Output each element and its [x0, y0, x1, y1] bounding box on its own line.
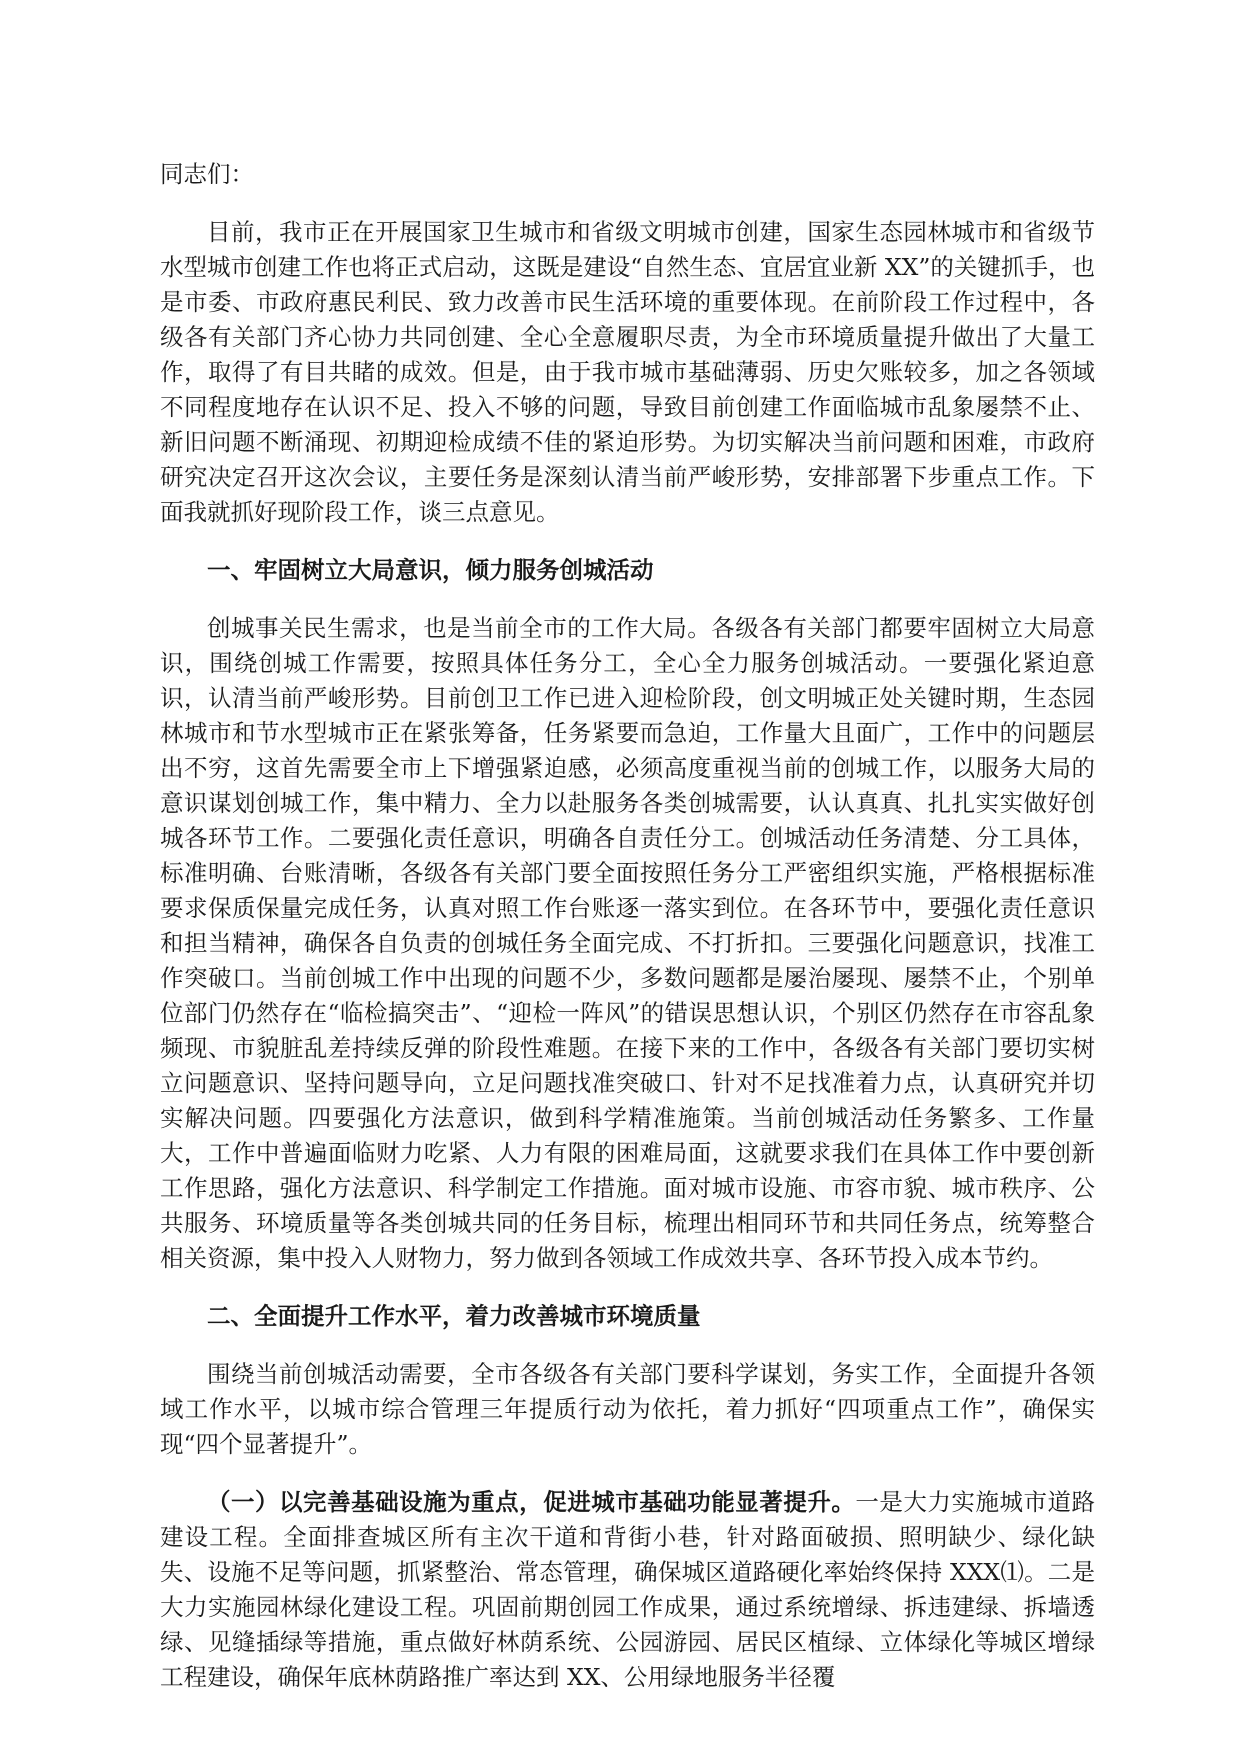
section-2-paragraph: 围绕当前创城活动需要，全市各级各有关部门要科学谋划，务实工作，全面提升各领域工作水平，以城市综合管理三年提质行动为依托，着力抓好“四项重点工作”，确保实现“四个显著提升”。 [160, 1360, 1095, 1458]
document-body [160, 157, 1095, 1695]
section-heading-1: 一、牢固树立大局意识，倾力服务创城活动 [207, 556, 654, 584]
subsection-1-paragraph [160, 1485, 1095, 1695]
intro-paragraph: 目前，我市正在开展国家卫生城市和省级文明城市创建，国家生态园林城市和省级节水型城市创建工作也将正式启动，这既是建设“自然生态、宜居宜业新 XX”的关键抓手，也是市委、市政府惠民利民、致力改善市民生活环境的重要体现。在前阶段工作过程中，各级各有关部门齐心协力共同创建、全心全意履职尽责，为全市环境质量提升做出了大量工作，取得了有目共睹的成效。但是，由于我市城市基础薄弱、历史欠账较多，加之各领域不同程度地存在认识不足、投入不够的问题，导致目前创建工作面临城市乱象屡禁不止、新旧问题不断涌现、初期迎检成绩不佳的紧迫形势。为切实解决当前问题和困难，市政府研究决定召开这次会议，主要任务是深刻认清当前严峻形势，安排部署下步重点工作。下面我就抓好现阶段工作，谈三点意见。 [160, 218, 1095, 526]
section-heading-2: 二、全面提升工作水平，着力改善城市环境质量 [207, 1302, 701, 1330]
greeting: 同志们： [160, 160, 254, 188]
subsection-1-body: 一是大力实施城市道路建设工程。全面排查城区所有主次干道和背街小巷，针对路面破损、照明缺少、绿化缺失、设施不足等问题，抓紧整治、常态管理，确保城区道路硬化率始终保持 XXX⑴。二是大力实施园林绿化建设工程。巩固前期创园工作成果，通过系统增绿、拆违建绿、拆墙透绿、见缝插绿等措施，重点做好林荫系统、公园游园、居民区植绿、立体绿化等城区增绿工程建设，确保年底林荫路推广率达到 XX、公用绿地服务半径覆 [160, 1488, 1095, 1691]
subsection-1-lead: （一）以完善基础设施为重点，促进城市基础功能显著提升。 [207, 1488, 856, 1516]
section-1-paragraph: 创城事关民生需求，也是当前全市的工作大局。各级各有关部门都要牢固树立大局意识，围绕创城工作需要，按照具体任务分工，全心全力服务创城活动。一要强化紧迫意识，认清当前严峻形势。目前创卫工作已进入迎检阶段，创文明城正处关键时期，生态园林城市和节水型城市正在紧张筹备，任务紧要而急迫，工作量大且面广，工作中的问题层出不穷，这首先需要全市上下增强紧迫感，必须高度重视当前的创城工作，以服务大局的意识谋划创城工作，集中精力、全力以赴服务各类创城需要，认认真真、扎扎实实做好创城各环节工作。二要强化责任意识，明确各自责任分工。创城活动任务清楚、分工具体，标准明确、台账清晰，各级各有关部门要全面按照任务分工严密组织实施，严格根据标准要求保质保量完成任务，认真对照工作台账逐一落实到位。在各环节中，要强化责任意识和担当精神，确保各自负责的创城任务全面完成、不打折扣。三要强化问题意识，找准工作突破口。当前创城工作中出现的问题不少，多数问题都是屡治屡现、屡禁不止，个别单位部门仍然存在“临检搞突击”、“迎检一阵风”的错误思想认识，个别区仍然存在市容乱象频现、市貌脏乱差持续反弹的阶段性难题。在接下来的工作中，各级各有关部门要切实树立问题意识、坚持问题导向，立足问题找准突破口、针对不足找准着力点，认真研究并切实解决问题。四要强化方法意识，做到科学精准施策。当前创城活动任务繁多、工作量大，工作中普遍面临财力吃紧、人力有限的困难局面，这就要求我们在具体工作中要创新工作思路，强化方法意识、科学制定工作措施。面对城市设施、市容市貌、城市秩序、公共服务、环境质量等各类创城共同的任务目标，梳理出相同环节和共同任务点，统筹整合相关资源，集中投入人财物力，努力做到各领域工作成效共享、各环节投入成本节约。 [160, 614, 1095, 1272]
